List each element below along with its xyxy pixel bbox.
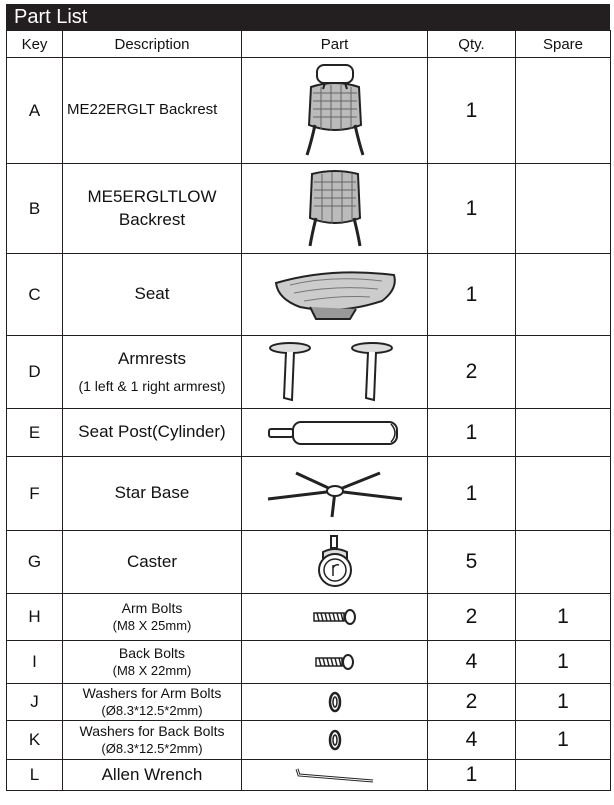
bolt-icon [312,609,358,625]
row-description-main: ME5ERGLTLOW [87,186,217,206]
row-qty: 4 [428,641,516,684]
seat-icon [270,265,400,325]
part-image [242,760,428,791]
row-description-main: Washers for Arm Bolts [82,685,222,702]
table-row [7,684,611,721]
row-key: H [7,594,63,641]
part-image [242,721,428,760]
row-description-sub: Backrest [118,209,186,229]
row-description [63,721,242,760]
row-description [63,641,242,684]
row-qty: 2 [428,684,516,721]
row-spare [516,409,611,457]
row-qty: 1 [428,58,516,164]
row-key: E [7,409,63,457]
part-image [242,641,428,684]
row-spare [516,58,611,164]
row-description [63,164,242,254]
row-spare [516,336,611,409]
title-bar [6,4,610,30]
row-qty: 4 [428,721,516,760]
column-header-part: Part [242,31,428,58]
part-image [242,164,428,254]
row-spare: 1 [516,721,611,760]
header-row [7,31,611,58]
row-qty: 1 [428,457,516,531]
row-description [63,336,242,409]
row-qty: 1 [428,164,516,254]
column-header-description: Description [63,31,242,58]
table-row [7,254,611,336]
row-description-sub: (1 left & 1 right armrest) [78,378,226,395]
row-qty: 1 [428,409,516,457]
row-spare: 1 [516,684,611,721]
armrests-icon [260,340,410,404]
row-key: K [7,721,63,760]
row-spare [516,457,611,531]
table-row [7,641,611,684]
row-description-main: Armrests [118,349,186,369]
bolt-icon [314,654,356,670]
row-spare [516,164,611,254]
low-backrest-icon [300,168,370,250]
row-spare: 1 [516,594,611,641]
row-key: D [7,336,63,409]
row-description-main: Arm Bolts [121,600,183,617]
high-backrest-icon [295,63,375,159]
table-row [7,58,611,164]
row-key: L [7,760,63,791]
row-qty: 1 [428,254,516,336]
row-spare: 1 [516,641,611,684]
row-key: G [7,531,63,594]
row-key: F [7,457,63,531]
page-title: Part List [14,6,88,28]
row-description: ME22ERGLT Backrest [63,58,242,164]
row-key: B [7,164,63,254]
table-row [7,721,611,760]
star-base-icon [260,465,410,523]
row-spare [516,531,611,594]
caster-icon [315,534,355,590]
row-qty: 2 [428,336,516,409]
table-row [7,531,611,594]
row-description: Star Base [63,457,242,531]
row-description-main: Washers for Back Bolts [79,723,225,740]
row-description: Allen Wrench [63,760,242,791]
column-header-spare: Spare [516,31,611,58]
column-header-key: Key [7,31,63,58]
row-description-main: Back Bolts [118,645,186,662]
row-key: A [7,58,63,164]
row-description: Seat Post(Cylinder) [63,409,242,457]
row-key: I [7,641,63,684]
part-image [242,531,428,594]
row-description: Caster [63,531,242,594]
table-row [7,760,611,791]
table-row [7,457,611,531]
row-spare [516,254,611,336]
allen-wrench-icon [293,765,377,785]
part-image [242,684,428,721]
table-row [7,164,611,254]
row-description [63,594,242,641]
table-row [7,409,611,457]
row-description-sub: (M8 X 22mm) [112,662,192,678]
row-description-sub: (Ø8.3*12.5*2mm) [101,702,203,718]
row-description [63,684,242,721]
row-spare [516,760,611,791]
part-image [242,594,428,641]
row-qty: 1 [428,760,516,791]
parts-table [6,30,611,791]
washer-icon [328,729,342,751]
row-description-sub: (Ø8.3*12.5*2mm) [101,740,203,756]
part-image [242,58,428,164]
row-description-sub: (M8 X 25mm) [112,617,192,633]
table-row [7,594,611,641]
row-key: J [7,684,63,721]
row-key: C [7,254,63,336]
part-image [242,254,428,336]
row-qty: 5 [428,531,516,594]
part-image [242,409,428,457]
part-image [242,457,428,531]
row-qty: 2 [428,594,516,641]
part-image [242,336,428,409]
cylinder-icon [265,418,405,448]
row-description: Seat [63,254,242,336]
table-row [7,336,611,409]
washer-icon [328,691,342,713]
column-header-qty: Qty. [428,31,516,58]
